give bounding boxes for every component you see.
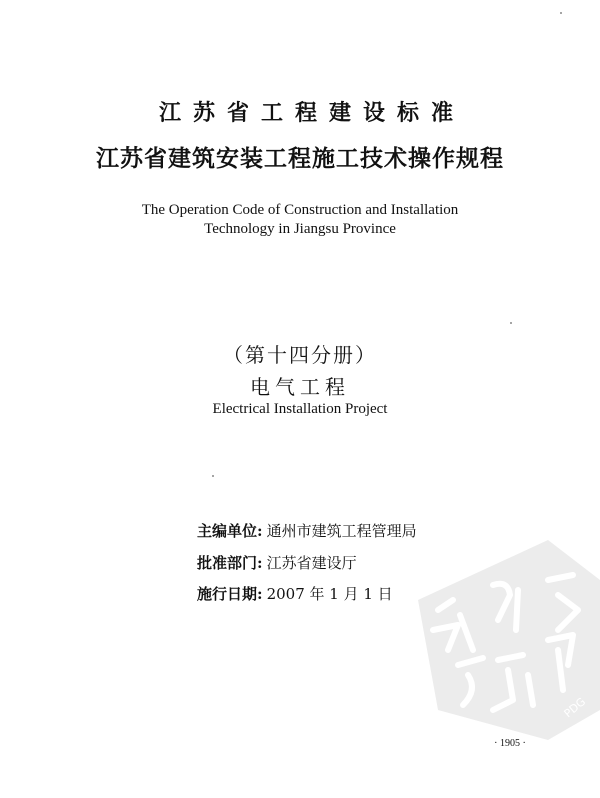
- watermark-pdg-text: PDG: [561, 695, 589, 721]
- effective-date-label: 施行日期: [197, 585, 258, 603]
- document-title-english-line-2: Technology in Jiangsu Province: [204, 221, 396, 237]
- page-number: · 1905 ·: [494, 738, 526, 749]
- scan-speck: [510, 322, 512, 324]
- editor-unit-separator: :: [257, 522, 263, 540]
- editor-unit-label: 主编单位: [197, 522, 258, 540]
- approving-department-row: [197, 552, 357, 573]
- document-title-chinese: 江苏省建筑安装工程施工技术操作规程: [96, 145, 504, 172]
- editor-unit-value: 通州市建筑工程管理局: [266, 522, 417, 540]
- effective-date-row: [197, 583, 393, 604]
- editor-unit-row: [197, 520, 417, 541]
- volume-subject-chinese: 电气工程: [250, 375, 350, 399]
- approving-department-label: 批准部门: [197, 554, 258, 572]
- volume-subject-english: Electrical Installation Project: [212, 401, 388, 417]
- effective-date-value: 2007 年 1 月 1 日: [266, 585, 393, 603]
- effective-date-separator: :: [257, 585, 263, 603]
- scan-speck: [560, 12, 562, 14]
- volume-label: （第十四分册）: [223, 343, 377, 367]
- approving-department-separator: :: [257, 554, 263, 572]
- scan-speck: [212, 475, 214, 477]
- document-title-english-line-1: The Operation Code of Construction and Installation: [141, 202, 459, 218]
- seal-watermark: [398, 540, 600, 740]
- standard-category-heading: 江苏省工程建设标准: [158, 101, 465, 126]
- approving-department-value: 江苏省建设厅: [266, 554, 357, 572]
